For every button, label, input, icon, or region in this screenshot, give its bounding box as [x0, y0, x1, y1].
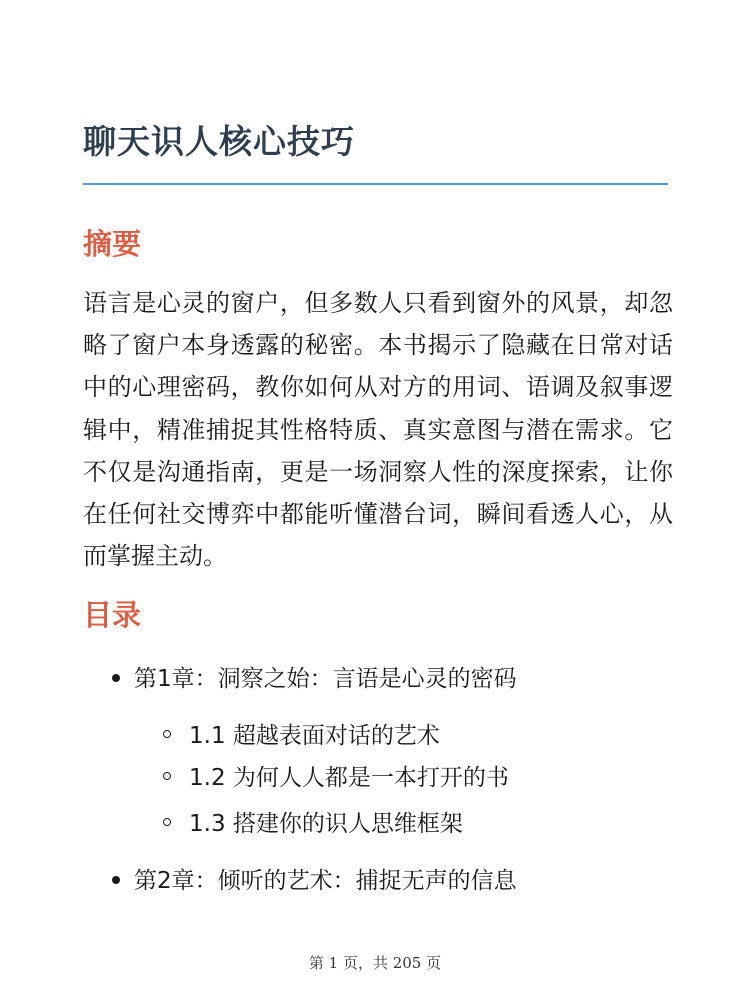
toc-heading: 目录	[83, 598, 142, 632]
toc-section-1-1[interactable]: 1.1 超越表面对话的艺术	[189, 723, 440, 749]
bullet-circle-icon	[163, 818, 171, 826]
summary-heading: 摘要	[83, 227, 142, 261]
summary-paragraph: 语言是心灵的窗户，但多数人只看到窗外的风景，却忽略了窗户本身透露的秘密。本书揭示了隐藏在日常对话中的心理密码，教你如何从对方的用词、语调及叙事逻辑中，精准捕捉其性格特质、真实意图与潜在需求。它不仅是沟通指南，更是一场洞察人性的深度探索，让你在任何社交博弈中都能听懂潜台词，瞬间看透人心，从而掌握主动。	[83, 289, 673, 571]
bullet-circle-icon	[163, 772, 171, 780]
page-number-footer: 第 1 页，共 205 页	[308, 954, 442, 972]
toc-chapter-2[interactable]: 第2章：倾听的艺术：捕捉无声的信息	[134, 868, 517, 894]
bullet-disc-icon	[112, 674, 120, 682]
bullet-circle-icon	[163, 730, 171, 738]
toc-section-1-2[interactable]: 1.2 为何人人都是一本打开的书	[189, 765, 509, 791]
document-title: 聊天识人核心技巧	[83, 122, 355, 161]
toc-chapter-1[interactable]: 第1章：洞察之始：言语是心灵的密码	[134, 666, 517, 692]
title-divider	[83, 183, 668, 185]
bullet-disc-icon	[112, 876, 120, 884]
toc-section-1-3[interactable]: 1.3 搭建你的识人思维框架	[189, 811, 463, 837]
